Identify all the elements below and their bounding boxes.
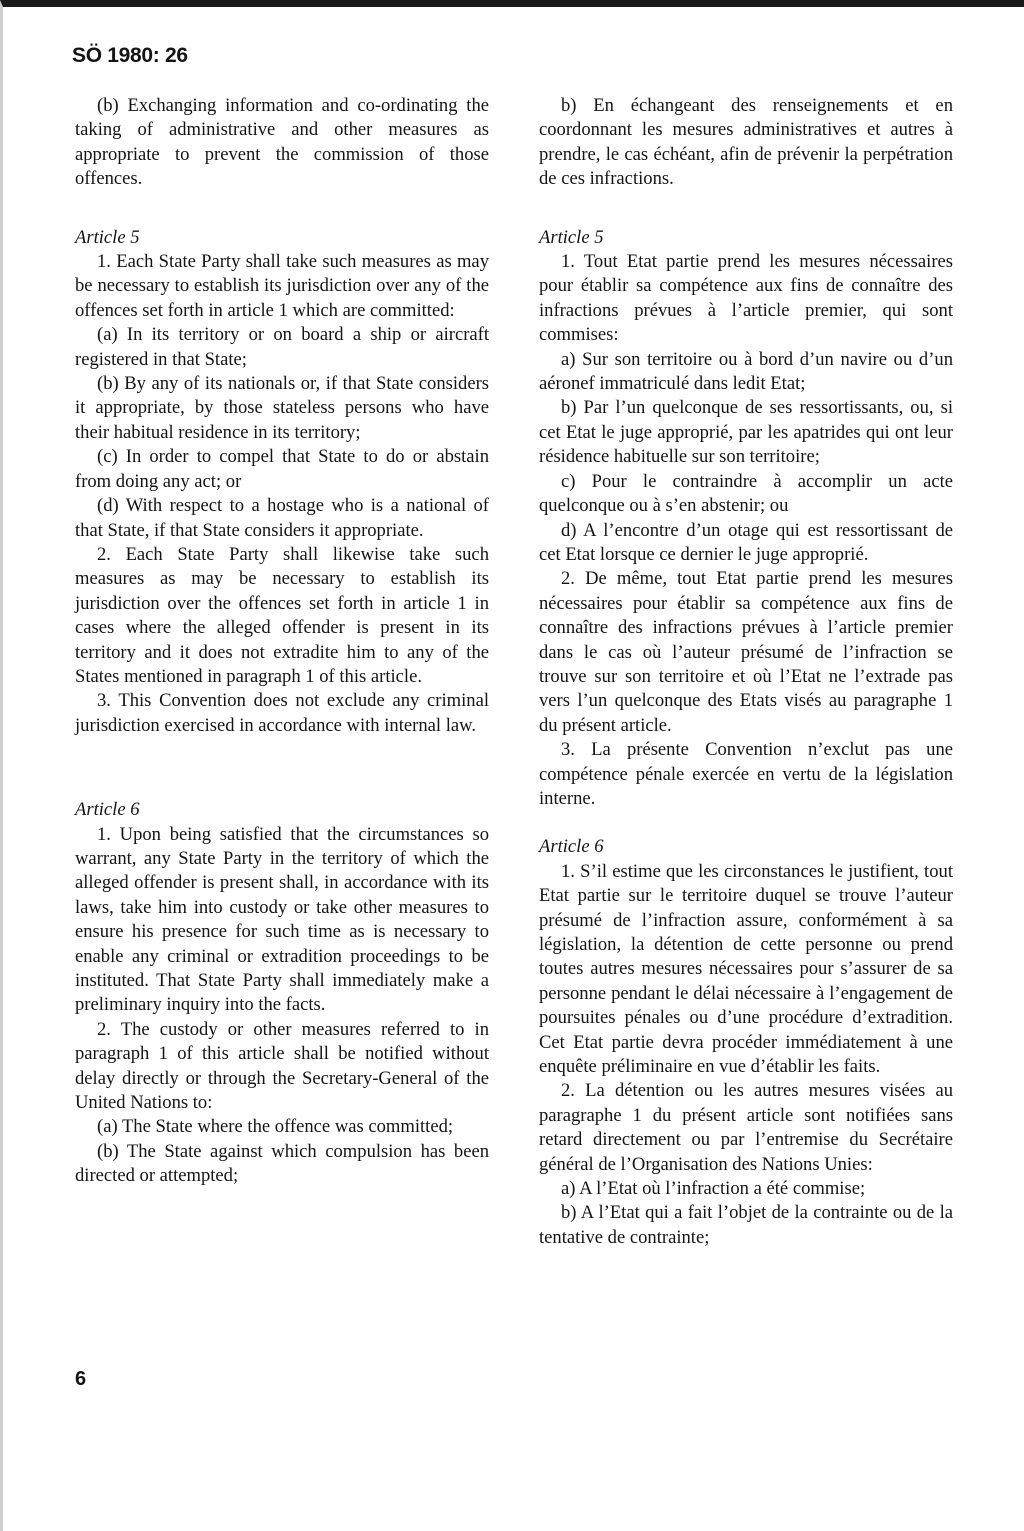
article-5-item-d-fr: d) A l’encontre d’un otage qui est ressortissant de cet Etat lorsque ce dernier le juge approprié. [539, 519, 953, 565]
article-5-item-a: (a) In its territory or on board a ship or aircraft registered in that State; [75, 324, 489, 370]
article-6-item-b: (b) The State against which compulsion has been directed or attempted; [75, 1140, 489, 1187]
article-6-item-a-fr: a) A l’Etat où l’infraction a été commise; [561, 1178, 866, 1200]
article-5-paragraph-1: 1. Each State Party shall take such measures as may be necessary to establish its jurisdiction over any of the offences set forth in article 1 which are committed: [75, 251, 489, 321]
french-column [539, 94, 953, 1250]
article-5-item-b-fr: b) Par l’un quelconque de ses ressortissants, ou, si cet Etat le juge approprié, par les apatrides qui ont leur résidence habituelle sur son territoire; [539, 397, 953, 468]
article-6-paragraph-2-fr: 2. La détention ou les autres mesures visées au paragraphe 1 du présent article sont notifiées sans retard directement ou par l’entremise du Secrétaire général de l’Organisation des Nations Unies: [539, 1080, 953, 1175]
article-6-paragraph-1: 1. Upon being satisfied that the circumstances so warrant, any State Party in the territory of which the alleged offender is present shall, in accordance with its laws, take him into custody or take other measures to ensure his presence for such time as is necessary to enable any criminal or extradition proceedings to be instituted. That State Party shall immediately make a preliminary inquiry into the facts. [75, 823, 489, 1016]
article-5-item-c: (c) In order to compel that State to do or abstain from doing any act; or [75, 446, 489, 492]
article-5-heading-fr: Article 5 [539, 226, 604, 248]
article-6-heading-fr: Article 6 [539, 836, 604, 858]
article-5-heading: Article 5 [75, 226, 140, 248]
article-5-item-a-fr: a) Sur son territoire ou à bord d’un navire ou d’un aéronef immatriculé dans ledit Etat; [539, 348, 953, 395]
article-5-item-b: (b) By any of its nationals or, if that State considers it appropriate, by those stateless persons who have their habitual residence in its territory; [75, 373, 489, 443]
article-5-paragraph-3: 3. This Convention does not exclude any criminal jurisdiction exercised in accordance with internal law. [75, 690, 489, 736]
paragraph-b-intro-fr: b) En échangeant des renseignements et en coordonnant les mesures administratives et autres à prendre, le cas échéant, afin de prévenir la perpétration de ces infractions. [539, 95, 953, 190]
article-5-item-d: (d) With respect to a hostage who is a national of that State, if that State considers it appropriate. [75, 495, 489, 541]
article-6-heading: Article 6 [75, 799, 140, 821]
article-6-paragraph-2: 2. The custody or other measures referred to in paragraph 1 of this article shall be notified without delay directly or through the Secretary-General of the United Nations to: [75, 1018, 489, 1114]
article-5-item-c-fr: c) Pour le contraindre à accomplir un acte quelconque ou à s’en abstenir; ou [539, 470, 953, 517]
article-5-paragraph-3-fr: 3. La présente Convention n’exclut pas une compétence pénale exercée en vertu de la législation interne. [539, 739, 953, 809]
article-5-paragraph-2: 2. Each State Party shall likewise take such measures as may be necessary to establish its jurisdiction over the offences set forth in article 1 in cases where the alleged offender is present in its territory and it does not extradite him to any of the States mentioned in paragraph 1 of this article. [75, 543, 489, 687]
article-5-paragraph-1-fr: 1. Tout Etat partie prend les mesures nécessaires pour établir sa compétence aux fins de connaître des infractions prévues à l’article premier, qui sont commises: [539, 251, 953, 346]
article-5-paragraph-2-fr: 2. De même, tout Etat partie prend les mesures nécessaires pour établir sa compétence aux fins de connaître des infractions prévues à l’article premier dans le cas où l’auteur présumé de l’infraction se trouve sur son territoire et où l’Etat ne l’extrade pas vers l’un quelconque des Etats visés au paragraphe 1 du présent article. [539, 568, 953, 736]
document-header: SÖ 1980: 26 [72, 44, 188, 67]
paragraph-b-intro: (b) Exchanging information and co-ordinating the taking of administrative and other measures as appropriate to prevent the commission of those offences. [75, 95, 489, 190]
article-6-item-a: (a) The State where the offence was committed; [97, 1116, 454, 1138]
page-number: 6 [75, 1368, 87, 1390]
article-6-paragraph-1-fr: 1. S’il estime que les circonstances le justifient, tout Etat partie sur le territoire duquel se trouve l’auteur présumé de l’infraction assure, conformément à sa législation, la détention de cette personne ou prend toutes autres mesures nécessaires pour s’assurer de sa personne pendant le délai nécessaire à l’engagement de poursuites pénales ou d’une procédure d’extradition. Cet Etat partie devra procéder immédiatement à une enquête préliminaire en vue d’établir les faits. [539, 860, 953, 1078]
article-6-item-b-fr: b) A l’Etat qui a fait l’objet de la contrainte ou de la tentative de contrainte; [539, 1202, 953, 1248]
english-column [75, 94, 489, 1189]
